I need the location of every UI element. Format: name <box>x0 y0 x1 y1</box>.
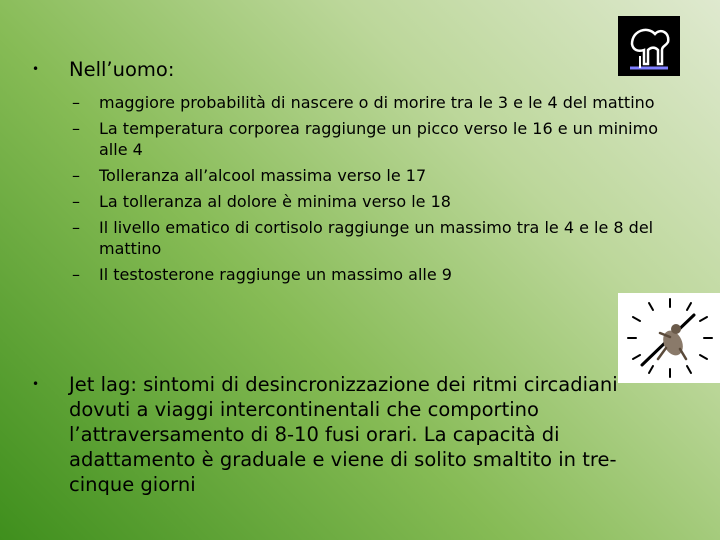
main-bullet-text: Nell’uomo: <box>69 58 175 81</box>
dash-marker: – <box>72 218 80 237</box>
bullet-dot: • <box>32 377 40 391</box>
dash-marker: – <box>72 93 80 112</box>
list-item-text: Il testosterone raggiunge un massimo alle 9 <box>99 265 452 284</box>
bullet-dot: • <box>32 62 40 76</box>
list-item-text: La tolleranza al dolore è minima verso le 18 <box>99 192 451 211</box>
list-item <box>72 217 672 259</box>
list-item-text: Il livello ematico di cortisolo raggiunge un massimo tra le 4 e le 8 del mattino <box>99 218 654 258</box>
list-item <box>72 118 672 160</box>
dash-marker: – <box>72 192 80 211</box>
dash-marker: – <box>72 119 80 138</box>
clock-with-figure-icon <box>618 293 720 383</box>
list-item <box>72 191 672 212</box>
list-item-text: La temperatura corporea raggiunge un picco verso le 16 e un minimo alle 4 <box>99 119 658 159</box>
dash-marker: – <box>72 265 80 284</box>
main-bullet-1 <box>32 57 592 82</box>
dash-marker: – <box>72 166 80 185</box>
list-item-text: Tolleranza all’alcool massima verso le 17 <box>99 166 427 185</box>
figure-silhouette-logo-icon <box>618 16 680 76</box>
sub-list <box>72 92 672 290</box>
list-item <box>72 92 672 113</box>
list-item <box>72 264 672 285</box>
main-bullet-2 <box>32 372 652 497</box>
main-bullet-text: Jet lag: sintomi di desincronizzazione dei ritmi circadiani dovuti a viaggi intercontinentali che comportino l’attraversamento di 8-10 fusi orari. La capacità di adattamento è graduale e viene di solito smaltito in tre-cinque giorni <box>69 373 618 496</box>
list-item-text: maggiore probabilità di nascere o di morire tra le 3 e le 4 del mattino <box>99 93 655 112</box>
list-item <box>72 165 672 186</box>
